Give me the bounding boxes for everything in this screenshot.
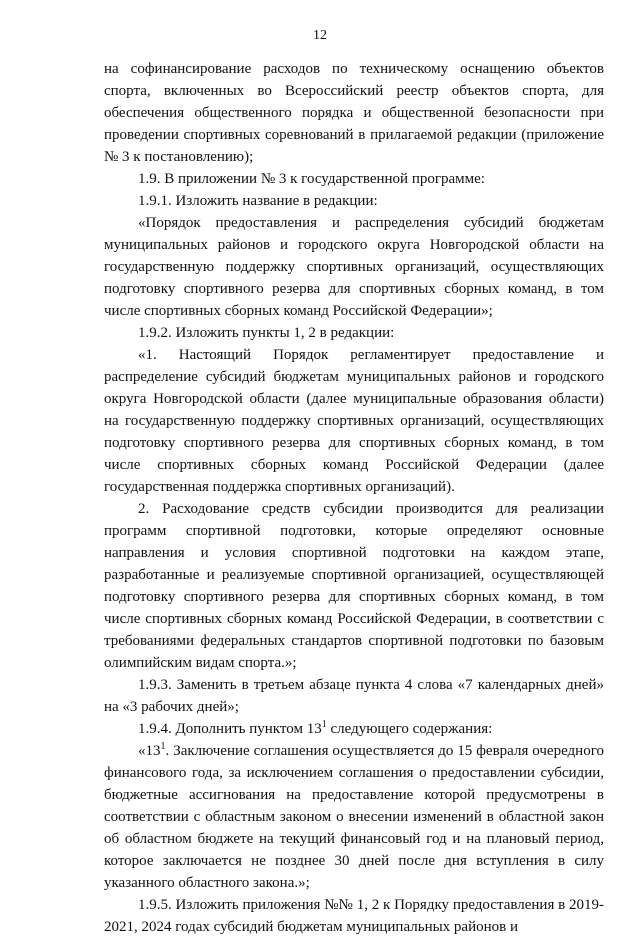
text-segment: «13 bbox=[138, 743, 161, 759]
paragraph-item-1-9-3: 1.9.3. Заменить в третьем абзаце пункта 4 слова «7 календарных дней» на «3 рабочих дней»; bbox=[104, 677, 604, 715]
document-body bbox=[104, 58, 604, 938]
text-segment: следующего содержания: bbox=[326, 721, 493, 737]
page-number: 12 bbox=[313, 28, 327, 43]
paragraph-new-title: «Порядок предоставления и распределения субсидий бюджетам муниципальных районов и городского округа Новгородской области на государственную поддержку спортивных организаций, осуществляющих подготовку спортивного резерва для спортивных сборных команд, в том числе спортивных сборных команд Российской Федерации»; bbox=[104, 215, 604, 319]
paragraph-item-1-9-4 bbox=[104, 718, 604, 740]
paragraph-continuation: на софинансирование расходов по техническому оснащению объектов спорта, включенных во Всероссийский реестр объектов спорта, для обеспечения общественного порядка и общественной безопасности при проведении спортивных соревнований в прилагаемой редакции (приложение № 3 к постановлению); bbox=[104, 61, 604, 165]
paragraph-item-1-9: 1.9. В приложении № 3 к государственной программе: bbox=[138, 171, 485, 187]
superscript: 1 bbox=[160, 741, 166, 752]
paragraph-point-1: «1. Настоящий Порядок регламентирует предоставление и распределение субсидий бюджетам муниципальных районов и городского округа Новгородской области (далее муниципальные образования области) на государственную поддержку спортивных организаций, осуществляющих подготовку спортивного резерва для спортивных сборных команд, в том числе спортивных сборных команд Российской Федерации (далее государственная поддержка спортивных организаций). bbox=[104, 347, 604, 495]
paragraph-item-1-9-1: 1.9.1. Изложить название в редакции: bbox=[138, 193, 378, 209]
paragraph-point-2: 2. Расходование средств субсидии производится для реализации программ спортивной подготовки, которые определяют основные направления и условия спортивной подготовки на каждом этапе, разработанные и реализуемые спортивной организацией, осуществляющей подготовку спортивного резерва для спортивных сборных команд, в том числе спортивных сборных команд Российской Федерации, в соответствии с требованиями федеральных стандартов спортивной подготовки по базовым олимпийским видам спорта.»; bbox=[104, 501, 604, 671]
paragraph-item-1-9-2: 1.9.2. Изложить пункты 1, 2 в редакции: bbox=[138, 325, 395, 341]
paragraph-point-13-1 bbox=[104, 740, 604, 894]
paragraph-item-1-9-5: 1.9.5. Изложить приложения №№ 1, 2 к Порядку предоставления в 2019-2021, 2024 годах субсидий бюджетам муниципальных районов и bbox=[104, 897, 604, 935]
superscript: 1 bbox=[321, 719, 327, 730]
text-segment: . Заключение соглашения осуществляется до 15 февраля очередного финансового года, за исключением соглашения о предоставлении субсидии, бюджетные ассигнования на предоставление которой предусмотрены в соответствии с областным законом о внесении изменений в областной закон об областном бюджете на текущий финансовый год и на плановый период, которое заключается не позднее 30 дней после дня вступления в силу указанного областного закона.»; bbox=[104, 743, 604, 891]
text-segment: 1.9.4. Дополнить пунктом 13 bbox=[138, 721, 322, 737]
